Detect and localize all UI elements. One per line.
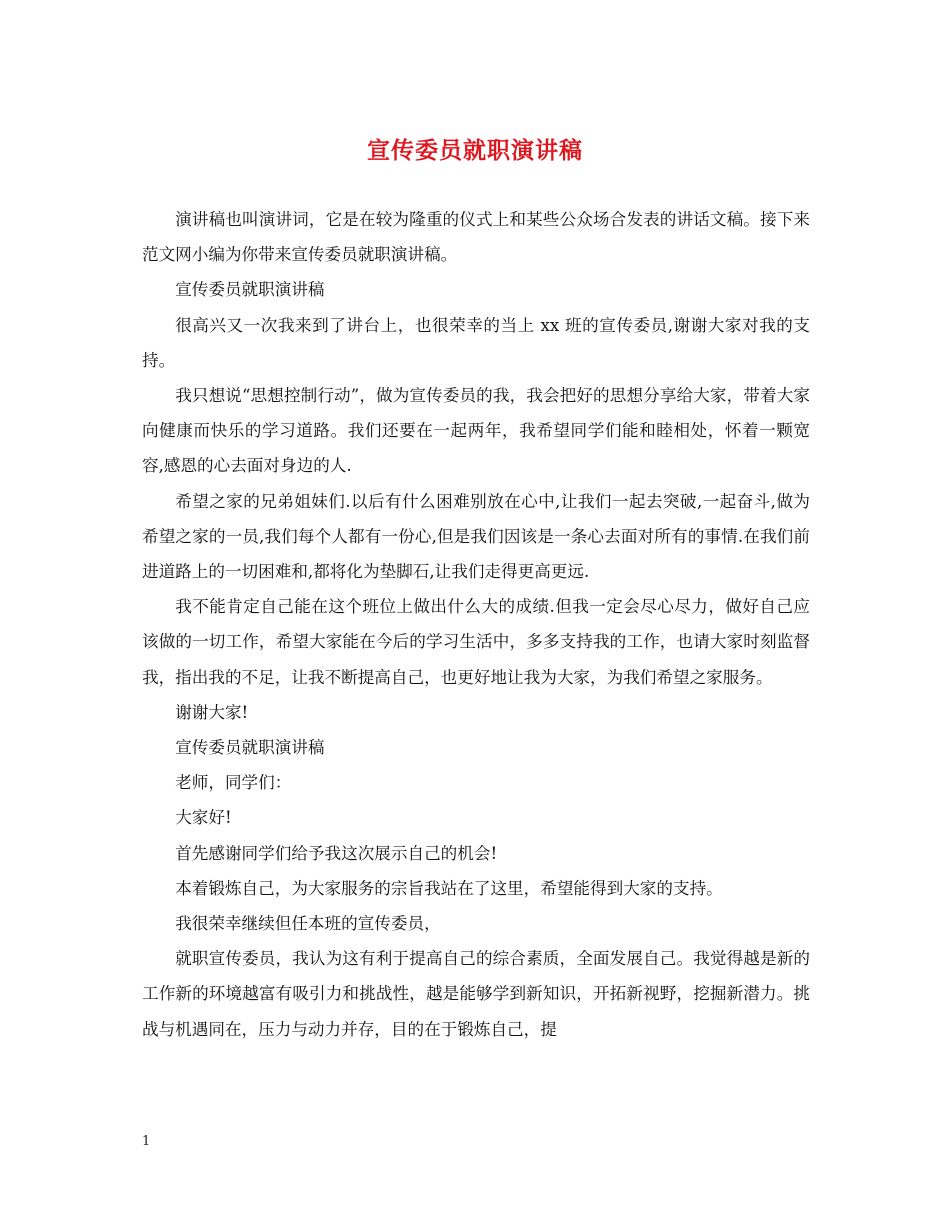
paragraph: 就职宣传委员，我认为这有利于提高自己的综合素质，全面发展自己。我觉得越是新的工作新的环境越富有吸引力和挑战性，越是能够学到新知识，开拓新视野，挖掘新潜力。挑战与机遇同在，压力与动力并存，目的在于锻炼自己，提 [142, 949, 810, 1039]
paragraph: 演讲稿也叫演讲词，它是在较为隆重的仪式上和某些公众场合发表的讲话文稿。接下来范文网小编为你带来宣传委员就职演讲稿。 [142, 210, 810, 265]
paragraph: 本着锻炼自己，为大家服务的宗旨我站在了这里，希望能得到大家的支持。 [175, 878, 723, 898]
paragraph: 宣传委员就职演讲稿 [175, 280, 325, 300]
paragraph: 大家好! [175, 808, 232, 828]
paragraph: 宣传委员就职演讲稿 [175, 738, 325, 758]
paragraph: 我只想说“思想控制行动”，做为宣传委员的我，我会把好的思想分享给大家，带着大家向健康而快乐的学习道路。我们还要在一起两年，我希望同学们能和睦相处，怀着一颗宽容,感恩的心去面对身边的人. [142, 386, 810, 476]
document-body [142, 202, 810, 1047]
paragraph: 谢谢大家! [175, 702, 249, 722]
paragraph: 老师，同学们： [175, 773, 292, 793]
paragraph: 我不能肯定自己能在这个班位上做出什么大的成绩.但我一定会尽心尽力，做好自己应该做的一切工作，希望大家能在今后的学习生活中，多多支持我的工作，也请大家时刻监督我，指出我的不足，让我不断提高自己，也更好地让我为大家，为我们希望之家服务。 [142, 597, 810, 687]
paragraph: 希望之家的兄弟姐妹们.以后有什么困难别放在心中,让我们一起去突破,一起奋斗,做为希望之家的一员,我们每个人都有一份心,但是我们因该是一条心去面对所有的事情.在我们前进道路上的一切困难和,都将化为垫脚石,让我们走得更高更远. [142, 491, 810, 582]
document-title: 宣传委员就职演讲稿 [367, 137, 583, 164]
paragraph: 首先感谢同学们给予我这次展示自己的机会! [175, 843, 498, 863]
paragraph: 我很荣幸继续但任本班的宣传委员， [175, 914, 441, 934]
page-number: 1 [142, 1134, 151, 1149]
paragraph: 很高兴又一次我来到了讲台上，也很荣幸的当上 xx 班的宣传委员,谢谢大家对我的支持。 [142, 315, 810, 370]
